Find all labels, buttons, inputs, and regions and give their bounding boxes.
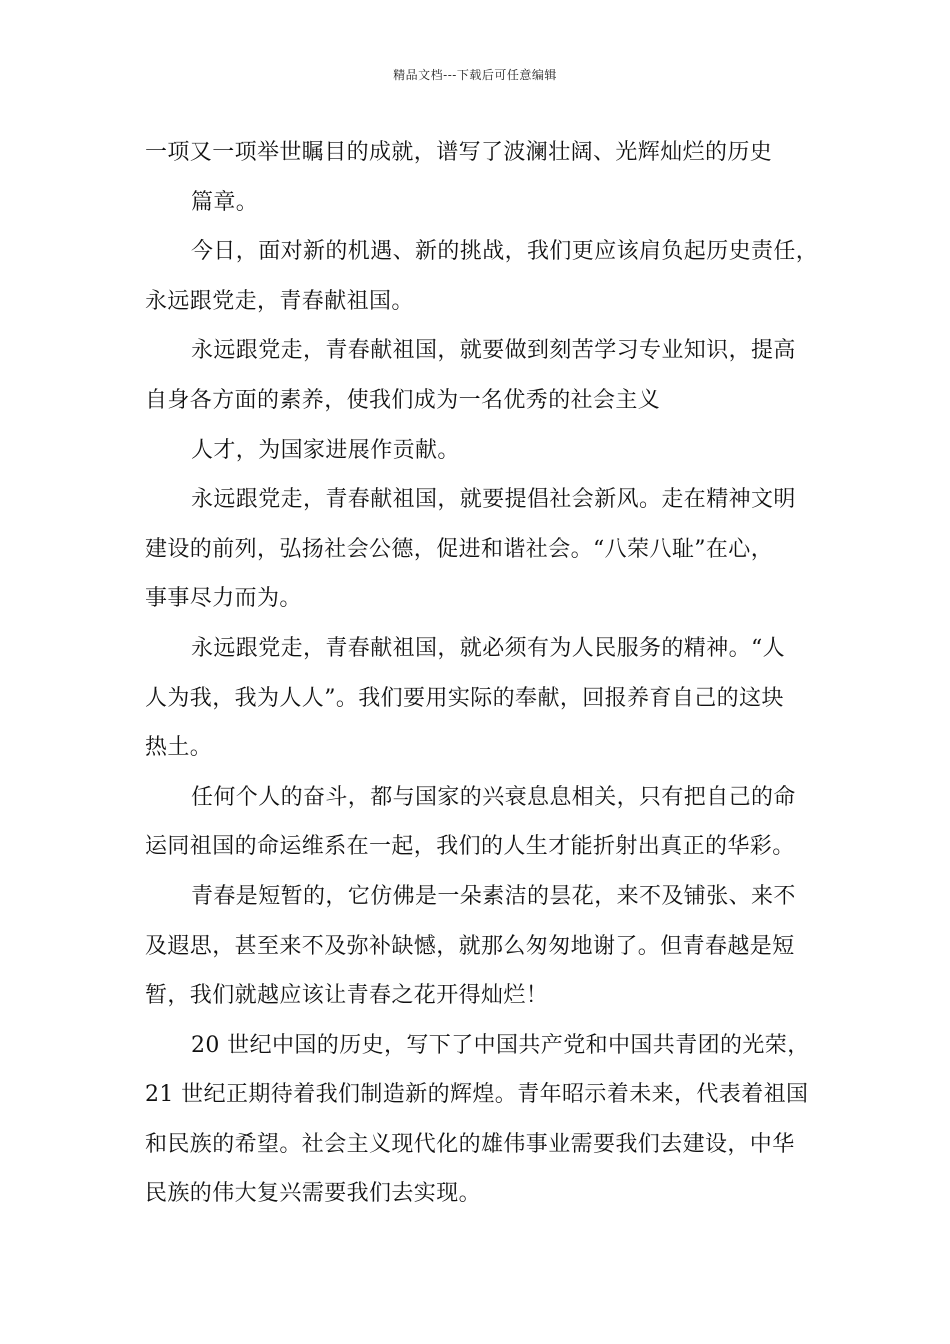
text-line: 20 世纪中国的历史，写下了中国共产党和中国共青团的光荣， [191,1032,810,1058]
text-line: 人为我，我为人人”。我们要用实际的奉献，回报养育自己的这块 [145,685,784,711]
text-line: 运同祖国的命运维系在一起，我们的人生才能折射出真正的华彩。 [145,834,795,860]
text-line: 热土。 [145,735,213,761]
text-line: 人才，为国家进展作贡献。 [191,437,460,463]
text-line: 今日，面对新的机遇、新的挑战，我们更应该肩负起历史责任， [191,239,819,265]
document-body [145,128,819,1219]
page-header: 精品文档---下载后可任意编辑 [393,68,557,82]
text-line: 和民族的希望。社会主义现代化的雄伟事业需要我们去建设，中华 [145,1131,795,1157]
text-line: 篇章。 [191,189,259,215]
text-line: 永远跟党走，青春献祖国，就要做到刻苦学习专业知识，提高 [191,338,796,364]
text-line: 暂，我们就越应该让青春之花开得灿烂！ [145,983,549,1009]
text-line: 永远跟党走，青春献祖国。 [145,288,414,314]
text-line: 民族的伟大复兴需要我们去实现。 [145,1181,482,1207]
text-line: 任何个人的奋斗，都与国家的兴衰息息相关，只有把自己的命 [191,784,796,810]
text-line: 永远跟党走，青春献祖国，就必须有为人民服务的精神。“人 [191,635,786,661]
text-line: 永远跟党走，青春献祖国，就要提倡社会新风。走在精神文明 [191,487,796,513]
text-line: 青春是短暂的，它仿佛是一朵素洁的昙花，来不及铺张、来不 [191,883,796,909]
text-line: 事事尽力而为。 [145,586,302,612]
text-line: 21 世纪正期待着我们制造新的辉煌。青年昭示着未来，代表着祖国 [145,1082,809,1108]
text-line: 自身各方面的素养，使我们成为一名优秀的社会主义 [145,387,661,413]
text-line: 建设的前列，弘扬社会公德，促进和谐社会。“八荣八耻”在心， [145,536,774,562]
text-line: 一项又一项举世瞩目的成就，谱写了波澜壮阔、光辉灿烂的历史 [145,140,773,165]
text-line: 及遐思，甚至来不及弥补缺憾，就那么匆匆地谢了。但青春越是短 [145,933,795,959]
